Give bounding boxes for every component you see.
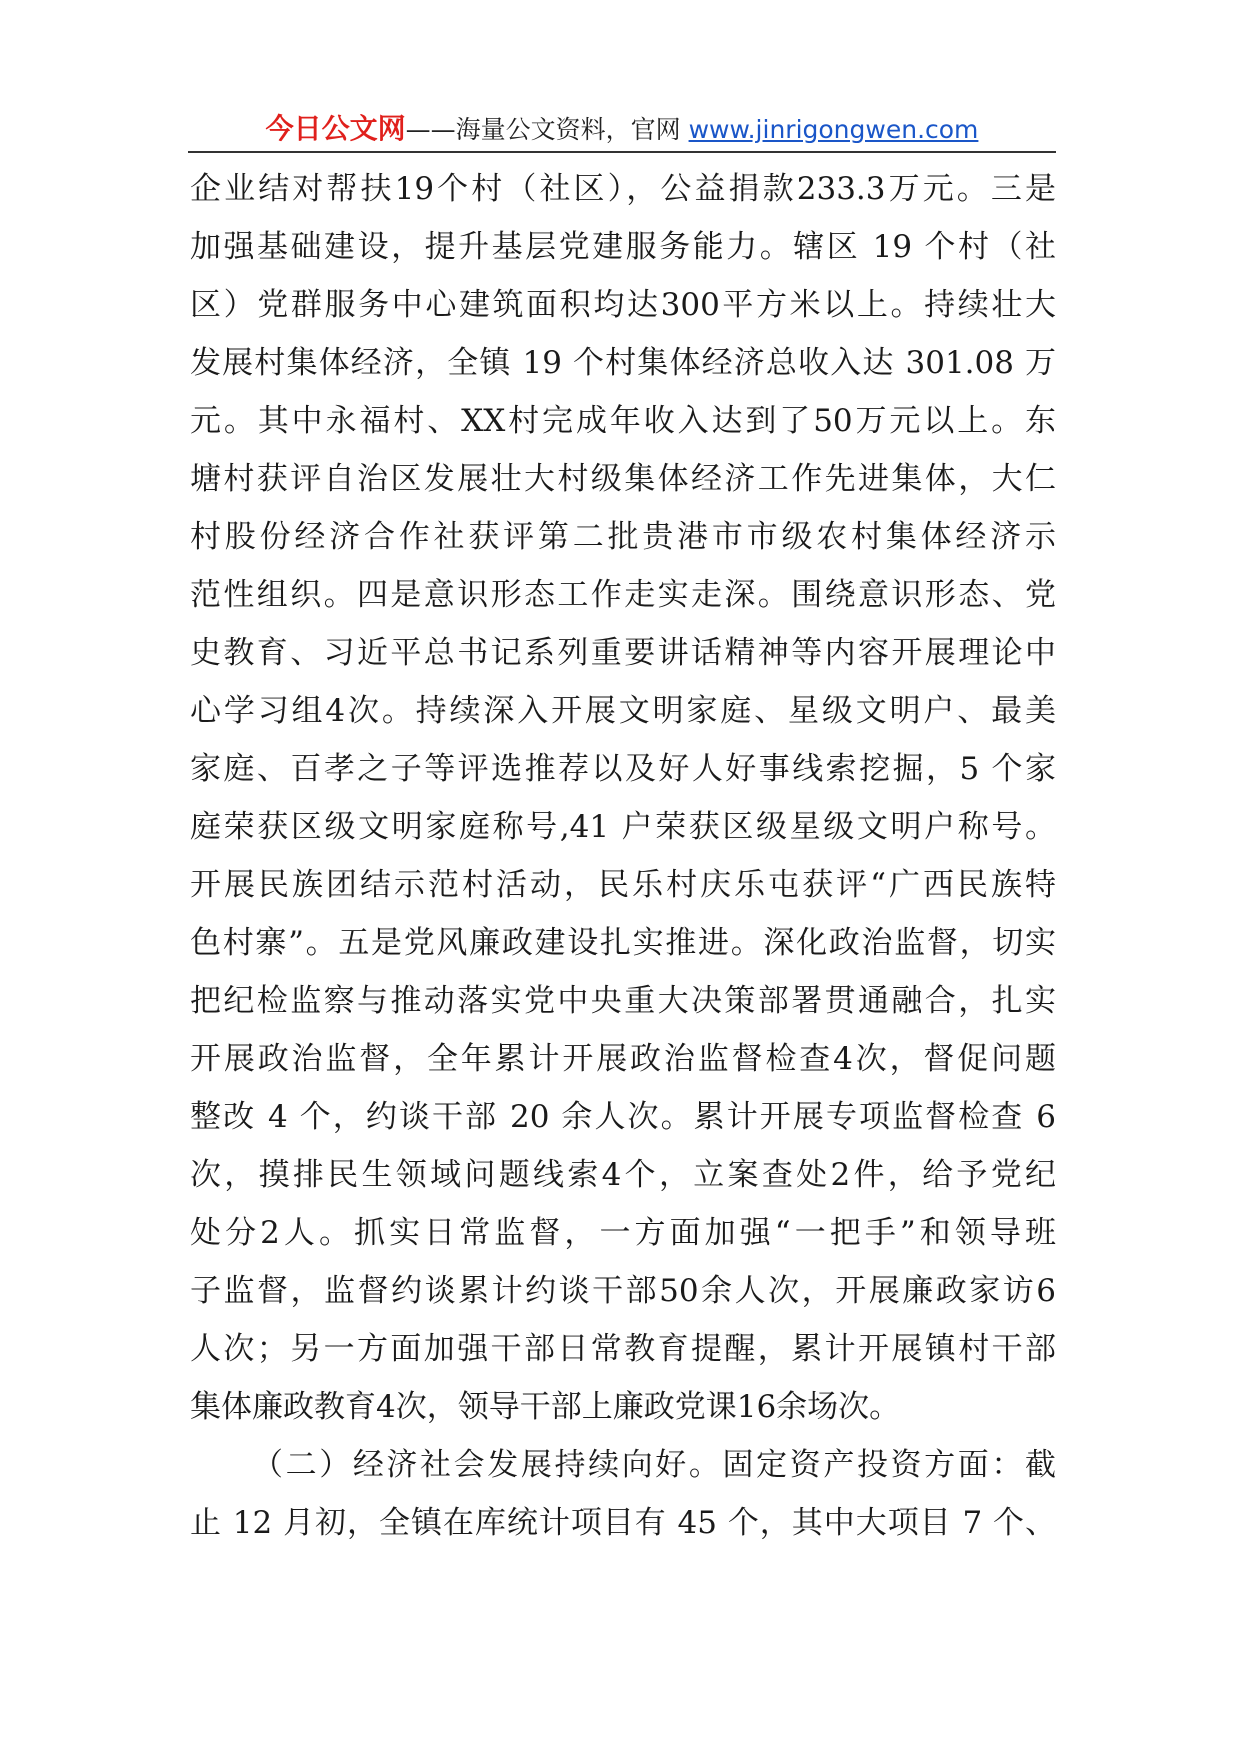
body-line: 庭荣获区级文明家庭称号,41 户荣获区级星级文明户称号。	[190, 809, 1056, 845]
body-line: 区）党群服务中心建筑面积均达300平方米以上。持续壮大	[190, 287, 1056, 323]
body-line: 史教育、习近平总书记系列重要讲话精神等内容开展理论中	[190, 635, 1056, 671]
site-name: 今日公文网	[265, 112, 406, 145]
body-line: 企业结对帮扶19个村（社区），公益捐款233.3万元。三是	[190, 171, 1056, 207]
header-divider	[188, 151, 1056, 153]
body-line: 塘村获评自治区发展壮大村级集体经济工作先进集体，大仁	[190, 461, 1056, 497]
body-line: 开展政治监督，全年累计开展政治监督检查4次，督促问题	[190, 1041, 1056, 1077]
body-line: 色村寨”。五是党风廉政建设扎实推进。深化政治监督，切实	[190, 925, 1056, 961]
section-heading-line: （二）经济社会发展持续向好。固定资产投资方面：截	[252, 1447, 1056, 1483]
body-line: 整改 4 个，约谈干部 20 余人次。累计开展专项监督检查 6	[190, 1099, 1056, 1135]
header-separator: ——	[405, 115, 456, 144]
body-line: 次，摸排民生领域问题线索4个，立案查处2件，给予党纪	[190, 1157, 1056, 1193]
body-line: 加强基础建设，提升基层党建服务能力。辖区 19 个村（社	[190, 229, 1056, 265]
body-line: 发展村集体经济，全镇 19 个村集体经济总收入达 301.08 万	[190, 345, 1056, 381]
body-line: 处分2人。抓实日常监督，一方面加强“一把手”和领导班	[190, 1215, 1056, 1251]
site-url-link[interactable]: www.jinrigongwen.com	[688, 115, 979, 144]
paragraph-last-line: 集体廉政教育4次，领导干部上廉政党课16余场次。	[190, 1389, 901, 1425]
body-line: 止 12 月初，全镇在库统计项目有 45 个，其中大项目 7 个、	[190, 1505, 1056, 1541]
body-line: 开展民族团结示范村活动，民乐村庆乐屯获评“广西民族特	[190, 867, 1056, 903]
body-line: 范性组织。四是意识形态工作走实走深。围绕意识形态、党	[190, 577, 1056, 613]
body-line: 家庭、百孝之子等评选推荐以及好人好事线索挖掘，5 个家	[190, 751, 1056, 787]
body-line: 子监督，监督约谈累计约谈干部50余人次，开展廉政家访6	[190, 1273, 1056, 1309]
site-description: 海量公文资料，官网	[455, 115, 689, 144]
body-line: 元。其中永福村、XX村完成年收入达到了50万元以上。东	[190, 403, 1056, 439]
body-line: 把纪检监察与推动落实党中央重大决策部署贯通融合，扎实	[190, 983, 1056, 1019]
body-line: 村股份经济合作社获评第二批贵港市市级农村集体经济示	[190, 519, 1056, 555]
body-line: 心学习组4次。持续深入开展文明家庭、星级文明户、最美	[190, 693, 1056, 729]
document-body	[190, 160, 1056, 1552]
site-header	[188, 108, 1056, 150]
body-line: 人次；另一方面加强干部日常教育提醒，累计开展镇村干部	[190, 1331, 1056, 1367]
